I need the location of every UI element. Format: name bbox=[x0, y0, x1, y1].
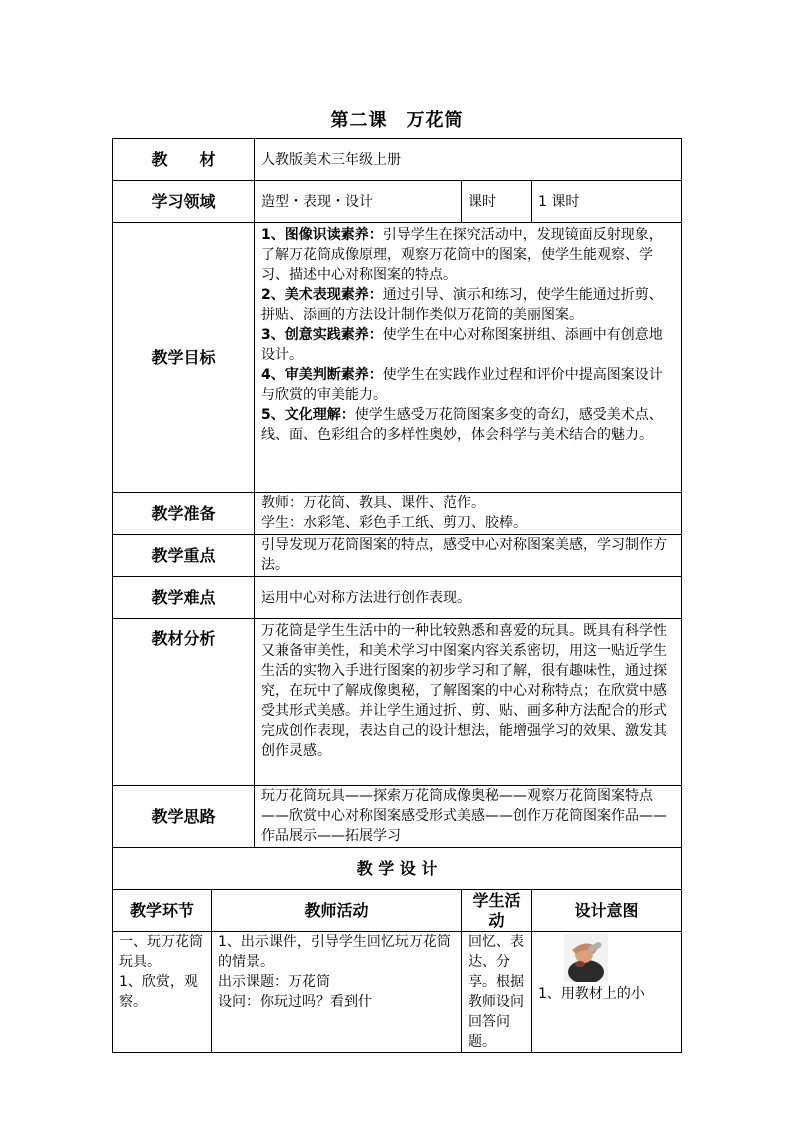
key-points-value: 引导发现万花筒图案的特点，感受中心对称图案美感，学习制作方法。 bbox=[255, 535, 682, 577]
column-intent: 设计意图 bbox=[532, 890, 682, 932]
analysis-value: 万花筒是学生生活中的一种比较熟悉和喜爱的玩具。既具有科学性又兼备审美性，和美术学习中图案内容关系密切，用这一贴近学生生活的实物入手进行图案的初步学习和了解，很有趣味性，通过探究，在玩中了解成像奥秘，了解图案的中心对称特点；在欣赏中感受其形式美感。并让学生通过折、剪、贴、画多种方法配合的形式完成创作表现，表达自己的设计想法，能增强学习的效果、激发其创作灵感。 bbox=[255, 619, 682, 786]
row-approach bbox=[113, 786, 682, 848]
domain-value: 造型・表现・设计 bbox=[255, 181, 462, 223]
column-student: 学生活动 bbox=[462, 890, 532, 932]
kaleidoscope-photo bbox=[564, 934, 608, 982]
row-design-columns bbox=[113, 890, 682, 932]
textbook-value: 人教版美术三年级上册 bbox=[255, 139, 682, 181]
objectives-content bbox=[255, 223, 682, 493]
objective-item: 2、美术表现素养：通过引导、演示和练习，使学生能通过折剪、拼贴、添画的方法设计制作类似万花筒的美丽图案。 bbox=[261, 287, 663, 323]
stage-cell: 一、玩万花筒玩具。 1、欣赏，观察。 bbox=[113, 932, 212, 1053]
row-design-heading bbox=[113, 848, 682, 890]
row-preparation bbox=[113, 493, 682, 535]
analysis-label: 教材分析 bbox=[113, 619, 255, 786]
design-heading: 教 学 设 计 bbox=[113, 848, 682, 890]
row-difficulties bbox=[113, 577, 682, 619]
row-analysis bbox=[113, 619, 682, 786]
row-domain bbox=[113, 181, 682, 223]
preparation-teacher: 教师：万花筒、教具、课件、范作。 bbox=[261, 495, 486, 511]
teacher-cell: 1、出示课件，引导学生回忆玩万花筒的情景。 出示课题：万花筒 设问：你玩过吗？看到什 bbox=[212, 932, 462, 1053]
domain-label: 学习领域 bbox=[113, 181, 255, 223]
preparation-content bbox=[255, 493, 682, 535]
lesson-plan-table bbox=[112, 138, 682, 1053]
row-objectives bbox=[113, 223, 682, 493]
page-title: 第二课 万花筒 bbox=[330, 110, 464, 131]
difficulties-value: 运用中心对称方法进行创作表现。 bbox=[255, 577, 682, 619]
objective-item: 5、文化理解：使学生感受万花筒图案多变的奇幻，感受美术点、线、面、色彩组合的多样性奥妙，体会科学与美术结合的魅力。 bbox=[261, 407, 663, 443]
difficulties-label: 教学难点 bbox=[113, 577, 255, 619]
preparation-student: 学生：水彩笔、彩色手工纸、剪刀、胶棒。 bbox=[261, 515, 528, 531]
student-cell: 回忆、表达、分享。根据教师设问回答问题。 bbox=[462, 932, 532, 1053]
row-design-first bbox=[113, 932, 682, 1053]
objective-item: 3、创意实践素养：使学生在中心对称图案拼组、添画中有创意地设计。 bbox=[261, 327, 663, 363]
column-stage: 教学环节 bbox=[113, 890, 212, 932]
textbook-label: 教 材 bbox=[113, 139, 255, 181]
approach-value: 玩万花筒玩具——探索万花筒成像奥秘——观察万花筒图案特点——欣赏中心对称图案感受形式美感——创作万花筒图案作品——作品展示——拓展学习 bbox=[255, 786, 682, 848]
objectives-label: 教学目标 bbox=[113, 223, 255, 493]
intent-cell bbox=[532, 932, 682, 1053]
row-textbook bbox=[113, 139, 682, 181]
column-teacher: 教师活动 bbox=[212, 890, 462, 932]
row-key-points bbox=[113, 535, 682, 577]
approach-label: 教学思路 bbox=[113, 786, 255, 848]
hours-value: 1 课时 bbox=[532, 181, 682, 223]
key-points-label: 教学重点 bbox=[113, 535, 255, 577]
hours-label: 课时 bbox=[462, 181, 532, 223]
intent-text: 1、用教材上的小 bbox=[538, 986, 645, 1002]
objective-item: 4、审美判断素养：使学生在实践作业过程和评价中提高图案设计与欣赏的审美能力。 bbox=[261, 367, 663, 403]
preparation-label: 教学准备 bbox=[113, 493, 255, 535]
objective-item: 1、图像识读素养：引导学生在探究活动中，发现镜面反射现象，了解万花筒成像原理，观察万花筒中的图案，使学生能观察、学习、描述中心对称图案的特点。 bbox=[261, 227, 663, 283]
